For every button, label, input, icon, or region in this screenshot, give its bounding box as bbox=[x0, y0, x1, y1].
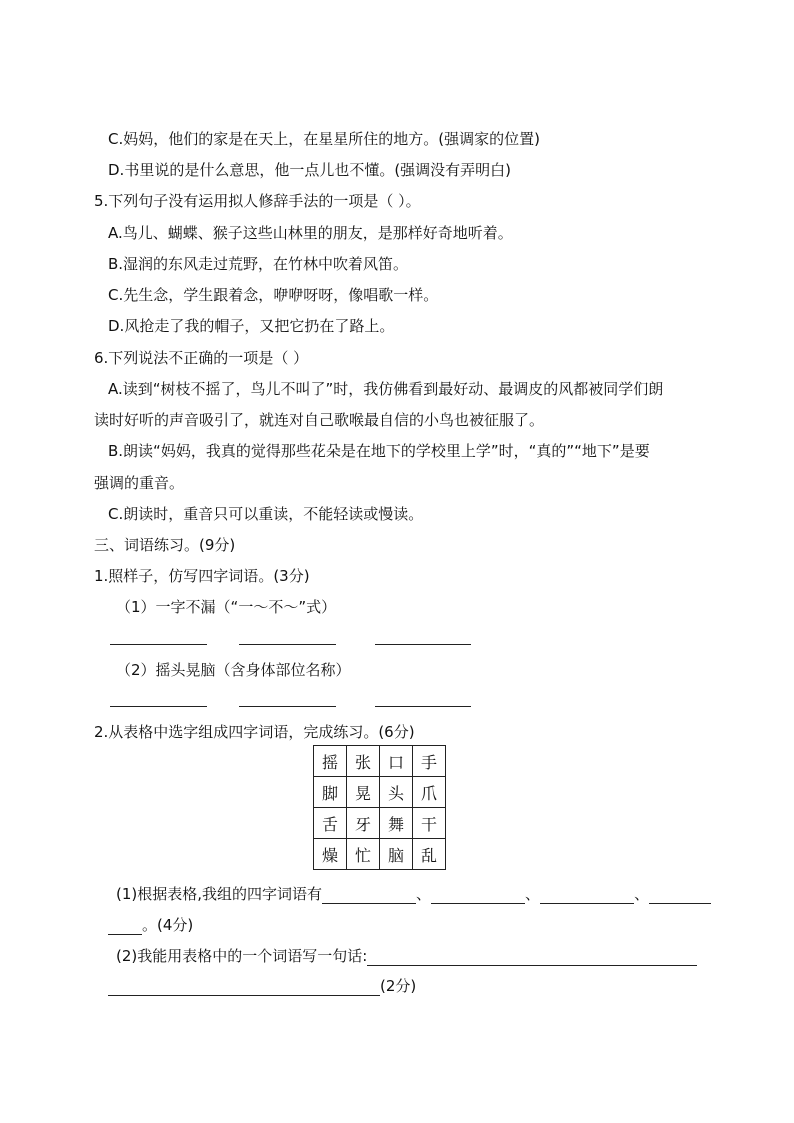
answer-blank[interactable] bbox=[108, 979, 380, 996]
q6-option-c: C.朗读时，重音只可以重读，不能轻读或慢读。 bbox=[108, 505, 424, 523]
q2-stem: 2.从表格中选字组成四字词语，完成练习。(6分) bbox=[94, 723, 415, 741]
grid-cell: 摇 bbox=[314, 746, 347, 777]
grid-cell: 晃 bbox=[347, 777, 380, 808]
q5-stem: 5.下列句子没有运用拟人修辞手法的一项是（ ）。 bbox=[94, 192, 421, 210]
grid-row bbox=[314, 839, 446, 870]
grid-row bbox=[314, 808, 446, 839]
answer-line[interactable] bbox=[110, 706, 207, 707]
answer-blank[interactable] bbox=[367, 949, 697, 966]
grid-row bbox=[314, 777, 446, 808]
grid-cell: 爪 bbox=[413, 777, 446, 808]
grid-row bbox=[314, 746, 446, 777]
separator: 、 bbox=[525, 885, 541, 903]
grid-cell: 脚 bbox=[314, 777, 347, 808]
answer-blank[interactable] bbox=[431, 887, 525, 904]
answer-line[interactable] bbox=[239, 644, 336, 645]
section-3-title: 三、词语练习。(9分) bbox=[94, 536, 236, 554]
q6-stem: 6.下列说法不正确的一项是（ ） bbox=[94, 349, 309, 367]
q1-part2-prompt: （2）摇头晃脑（含身体部位名称） bbox=[116, 661, 351, 679]
q6-option-b-line2: 强调的重音。 bbox=[94, 474, 185, 492]
q1-stem: 1.照样子，仿写四字词语。(3分) bbox=[94, 567, 310, 585]
separator: 、 bbox=[634, 885, 650, 903]
answer-blank[interactable] bbox=[322, 887, 416, 904]
grid-cell: 乱 bbox=[413, 839, 446, 870]
grid-cell: 头 bbox=[380, 777, 413, 808]
q2-part1-line bbox=[116, 884, 711, 904]
q5-option-d: D.风抢走了我的帽子，又把它扔在了路上。 bbox=[108, 317, 395, 335]
grid-cell: 舌 bbox=[314, 808, 347, 839]
q6-option-b-line1: B.朗读“妈妈，我真的觉得那些花朵是在地下的学校里上学”时，“真的”“地下”是要 bbox=[108, 442, 650, 460]
grid-cell: 手 bbox=[413, 746, 446, 777]
grid-cell: 脑 bbox=[380, 839, 413, 870]
answer-blank[interactable] bbox=[649, 887, 711, 904]
score-note: 。(4分) bbox=[142, 916, 194, 934]
grid-cell: 口 bbox=[380, 746, 413, 777]
grid-cell: 干 bbox=[413, 808, 446, 839]
q2-part2-line2 bbox=[108, 976, 416, 996]
q2-part1-prompt: (1)根据表格,我组的四字词语有 bbox=[116, 885, 323, 903]
q4-option-d: D.书里说的是什么意思，他一点儿也不懂。(强调没有弄明白) bbox=[108, 161, 512, 179]
grid-cell: 张 bbox=[347, 746, 380, 777]
answer-line[interactable] bbox=[375, 706, 471, 707]
character-grid bbox=[313, 745, 446, 870]
grid-cell: 舞 bbox=[380, 808, 413, 839]
q1-part1-prompt: （1）一字不漏（“一～不～”式） bbox=[116, 598, 337, 616]
answer-line[interactable] bbox=[110, 644, 207, 645]
q5-option-c: C.先生念，学生跟着念，咿咿呀呀，像唱歌一样。 bbox=[108, 286, 439, 304]
grid-cell: 牙 bbox=[347, 808, 380, 839]
answer-blank[interactable] bbox=[108, 918, 142, 935]
q2-part2-line bbox=[116, 946, 697, 966]
answer-blank[interactable] bbox=[540, 887, 634, 904]
q5-option-b: B.湿润的东风走过荒野，在竹林中吹着风笛。 bbox=[108, 255, 409, 273]
score-note: (2分) bbox=[380, 977, 417, 995]
grid-cell: 燥 bbox=[314, 839, 347, 870]
q6-option-a-line1: A.读到“树枝不摇了，鸟儿不叫了”时，我仿佛看到最好动、最调皮的风都被同学们朗 bbox=[108, 380, 664, 398]
q2-part2-prompt: (2)我能用表格中的一个词语写一句话: bbox=[116, 947, 368, 965]
answer-line[interactable] bbox=[375, 644, 471, 645]
answer-line[interactable] bbox=[239, 706, 336, 707]
q2-part1-line2 bbox=[108, 915, 193, 935]
q5-option-a: A.鸟儿、蝴蝶、猴子这些山林里的朋友，是那样好奇地听着。 bbox=[108, 224, 513, 242]
q4-option-c: C.妈妈，他们的家是在天上，在星星所住的地方。(强调家的位置) bbox=[108, 130, 540, 148]
grid-cell: 忙 bbox=[347, 839, 380, 870]
q6-option-a-line2: 读时好听的声音吸引了，就连对自己歌喉最自信的小鸟也被征服了。 bbox=[94, 411, 545, 429]
separator: 、 bbox=[416, 885, 432, 903]
